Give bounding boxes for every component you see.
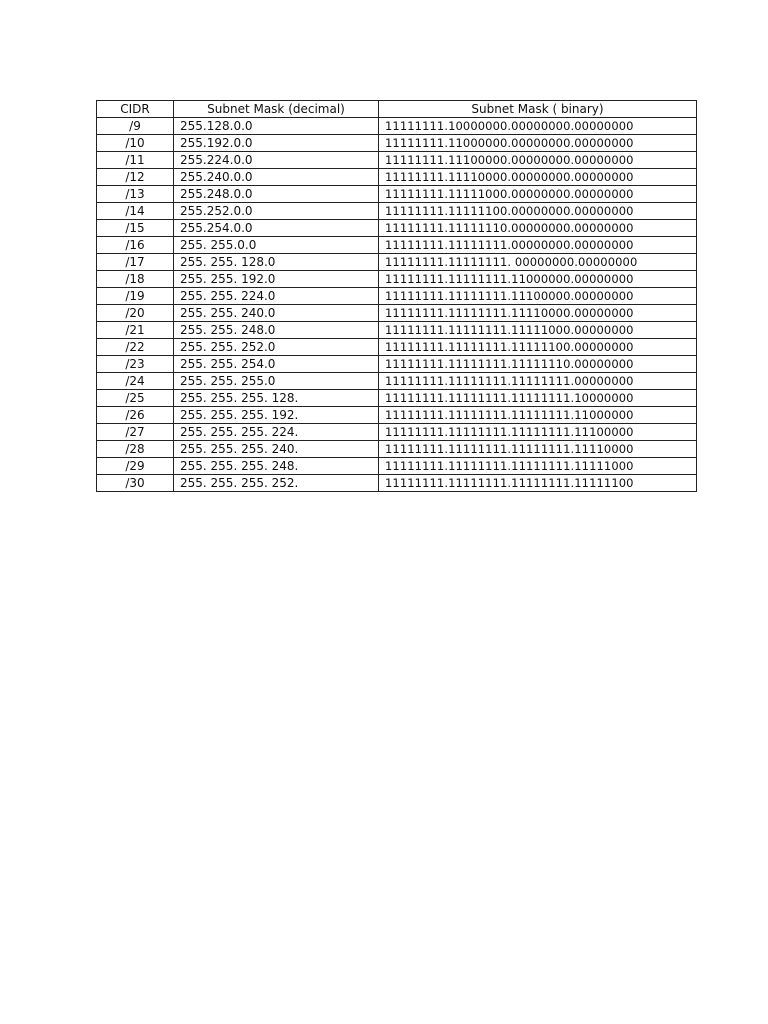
table-row — [97, 390, 697, 407]
table-row — [97, 271, 697, 288]
cidr-cell: /21 — [97, 322, 174, 339]
binary-mask-cell: 11111111.11111111.11111111.11111000 — [379, 458, 697, 475]
decimal-mask-cell: 255. 255. 252.0 — [174, 339, 379, 356]
cidr-cell: /20 — [97, 305, 174, 322]
cidr-cell: /17 — [97, 254, 174, 271]
table-row — [97, 458, 697, 475]
table-row — [97, 220, 697, 237]
cidr-cell: /19 — [97, 288, 174, 305]
table-row — [97, 186, 697, 203]
decimal-mask-cell: 255. 255. 255. 224. — [174, 424, 379, 441]
cidr-cell: /13 — [97, 186, 174, 203]
table-row — [97, 305, 697, 322]
table-row — [97, 424, 697, 441]
binary-mask-cell: 11111111.11111111.00000000.00000000 — [379, 237, 697, 254]
header-subnet-mask-decimal: Subnet Mask (decimal) — [174, 101, 379, 118]
binary-mask-cell: 11111111.11111111.11111111.11110000 — [379, 441, 697, 458]
table-row — [97, 152, 697, 169]
table-row — [97, 407, 697, 424]
cidr-cell: /29 — [97, 458, 174, 475]
table-row — [97, 339, 697, 356]
decimal-mask-cell: 255. 255.0.0 — [174, 237, 379, 254]
decimal-mask-cell: 255. 255. 255. 240. — [174, 441, 379, 458]
table-header-row — [97, 101, 697, 118]
decimal-mask-cell: 255.252.0.0 — [174, 203, 379, 220]
table-row — [97, 237, 697, 254]
table-row — [97, 254, 697, 271]
decimal-mask-cell: 255.240.0.0 — [174, 169, 379, 186]
binary-mask-cell: 11111111.11110000.00000000.00000000 — [379, 169, 697, 186]
binary-mask-cell: 11111111.11111111.11111100.00000000 — [379, 339, 697, 356]
decimal-mask-cell: 255. 255. 255.0 — [174, 373, 379, 390]
table-row — [97, 373, 697, 390]
decimal-mask-cell: 255. 255. 224.0 — [174, 288, 379, 305]
cidr-cell: /10 — [97, 135, 174, 152]
decimal-mask-cell: 255. 255. 254.0 — [174, 356, 379, 373]
binary-mask-cell: 11111111.10000000.00000000.00000000 — [379, 118, 697, 135]
decimal-mask-cell: 255. 255. 240.0 — [174, 305, 379, 322]
binary-mask-cell: 11111111.11111111.11111111.10000000 — [379, 390, 697, 407]
binary-mask-cell: 11111111.11111111.11000000.00000000 — [379, 271, 697, 288]
table-row — [97, 203, 697, 220]
binary-mask-cell: 11111111.11000000.00000000.00000000 — [379, 135, 697, 152]
cidr-cell: /27 — [97, 424, 174, 441]
decimal-mask-cell: 255.128.0.0 — [174, 118, 379, 135]
binary-mask-cell: 11111111.11111110.00000000.00000000 — [379, 220, 697, 237]
header-cidr: CIDR — [97, 101, 174, 118]
cidr-cell: /26 — [97, 407, 174, 424]
binary-mask-cell: 11111111.11111100.00000000.00000000 — [379, 203, 697, 220]
table-row — [97, 475, 697, 492]
decimal-mask-cell: 255. 255. 128.0 — [174, 254, 379, 271]
table-row — [97, 441, 697, 458]
cidr-cell: /9 — [97, 118, 174, 135]
decimal-mask-cell: 255. 255. 248.0 — [174, 322, 379, 339]
cidr-subnet-table — [96, 100, 697, 492]
decimal-mask-cell: 255. 255. 255. 128. — [174, 390, 379, 407]
table-row — [97, 356, 697, 373]
cidr-cell: /22 — [97, 339, 174, 356]
cidr-cell: /28 — [97, 441, 174, 458]
decimal-mask-cell: 255. 255. 255. 248. — [174, 458, 379, 475]
cidr-cell: /14 — [97, 203, 174, 220]
decimal-mask-cell: 255.192.0.0 — [174, 135, 379, 152]
table-row — [97, 135, 697, 152]
binary-mask-cell: 11111111.11111111.11111111.11000000 — [379, 407, 697, 424]
cidr-cell: /11 — [97, 152, 174, 169]
cidr-cell: /15 — [97, 220, 174, 237]
cidr-cell: /23 — [97, 356, 174, 373]
table-body — [97, 118, 697, 492]
binary-mask-cell: 11111111.11111111.11111110.00000000 — [379, 356, 697, 373]
decimal-mask-cell: 255. 255. 255. 252. — [174, 475, 379, 492]
decimal-mask-cell: 255.254.0.0 — [174, 220, 379, 237]
header-subnet-mask-binary: Subnet Mask ( binary) — [379, 101, 697, 118]
decimal-mask-cell: 255.248.0.0 — [174, 186, 379, 203]
binary-mask-cell: 11111111.11111111.11111000.00000000 — [379, 322, 697, 339]
binary-mask-cell: 11111111.11111111.11100000.00000000 — [379, 288, 697, 305]
binary-mask-cell: 11111111.11111111.11111111.11111100 — [379, 475, 697, 492]
cidr-cell: /24 — [97, 373, 174, 390]
table-row — [97, 322, 697, 339]
table-row — [97, 169, 697, 186]
cidr-cell: /30 — [97, 475, 174, 492]
binary-mask-cell: 11111111.11100000.00000000.00000000 — [379, 152, 697, 169]
binary-mask-cell: 11111111.11111111.11111111.11100000 — [379, 424, 697, 441]
decimal-mask-cell: 255. 255. 255. 192. — [174, 407, 379, 424]
decimal-mask-cell: 255.224.0.0 — [174, 152, 379, 169]
binary-mask-cell: 11111111.11111111. 00000000.00000000 — [379, 254, 697, 271]
table-row — [97, 288, 697, 305]
cidr-cell: /16 — [97, 237, 174, 254]
cidr-cell: /25 — [97, 390, 174, 407]
decimal-mask-cell: 255. 255. 192.0 — [174, 271, 379, 288]
binary-mask-cell: 11111111.11111111.11111111.00000000 — [379, 373, 697, 390]
cidr-cell: /12 — [97, 169, 174, 186]
binary-mask-cell: 11111111.11111111.11110000.00000000 — [379, 305, 697, 322]
table-row — [97, 118, 697, 135]
cidr-cell: /18 — [97, 271, 174, 288]
binary-mask-cell: 11111111.11111000.00000000.00000000 — [379, 186, 697, 203]
